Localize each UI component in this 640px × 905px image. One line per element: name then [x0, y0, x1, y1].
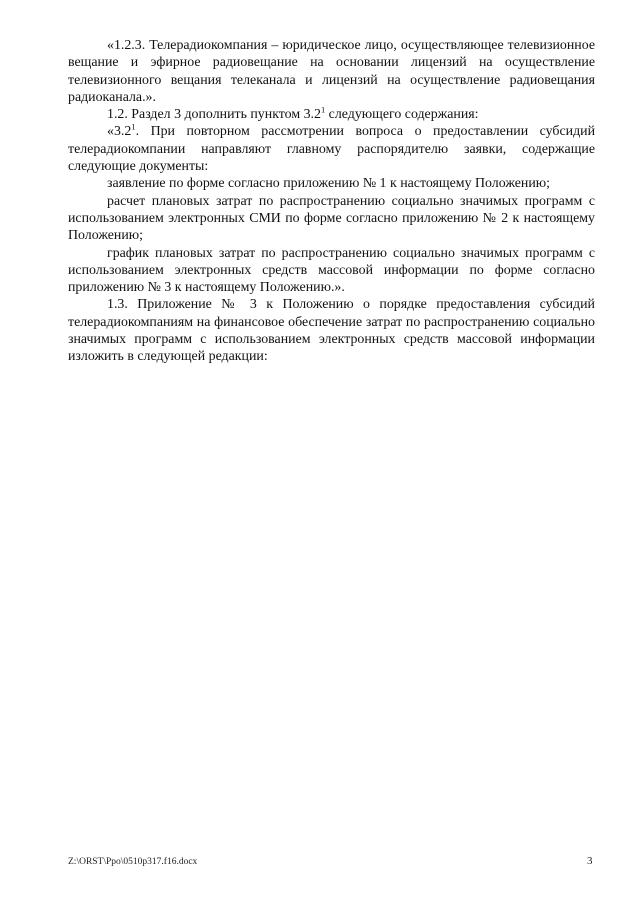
paragraph-1-2-text-start: 1.2. Раздел 3 дополнить пунктом 3.2: [107, 107, 321, 123]
paragraph-3-2-1: [68, 123, 595, 175]
superscript-index: 1: [131, 121, 136, 132]
page-number: 3: [587, 855, 593, 867]
superscript-index: 1: [320, 104, 326, 115]
document-body: [68, 37, 595, 366]
paragraph-1-2-text-end: следующего содержания:: [325, 107, 479, 123]
paragraph-3-2-1-text-end: . При повторном рассмотрении вопроса о предоставлении субсидий телерадиокомпании направляют главному распорядителю заявки, содержащие следующие документы:: [68, 124, 595, 175]
paragraph-1-2: [68, 106, 595, 123]
document-item-cost-calculation: расчет плановых затрат по распространению социально значимых программ с использованием электронных СМИ по форме согласно приложению № 2 к настоящему Положению;: [68, 193, 595, 244]
paragraph-1-2-3: «1.2.3. Телерадиокомпания – юридическое лицо, осуществляющее телевизионное вещание и эфирное радиовещание на основании лицензий на осуществление телевизионного вещания телеканала и лицензий на осуществление радиовещания радиоканала.».: [68, 38, 595, 105]
paragraph-1-3: 1.3. Приложение № 3 к Положению о порядке предоставления субсидий телерадиокомпаниям на финансовое обеспечение затрат по распространению социально значимых программ с использованием электронных средств массовой информации изложить в следующей редакции:: [68, 297, 595, 365]
paragraph-3-2-1-text-start: «3.2: [107, 124, 132, 140]
document-item-application: заявление по форме согласно приложению № 1 к настоящему Положению;: [107, 176, 550, 192]
footer-file-path: Z:\ORST\Ppo\0510p317.f16.docx: [68, 857, 198, 867]
document-item-cost-schedule: график плановых затрат по распространению социально значимых программ с использованием электронных средств массовой информации по форме согласно приложению № 3 к настоящему Положению.».: [68, 245, 595, 296]
